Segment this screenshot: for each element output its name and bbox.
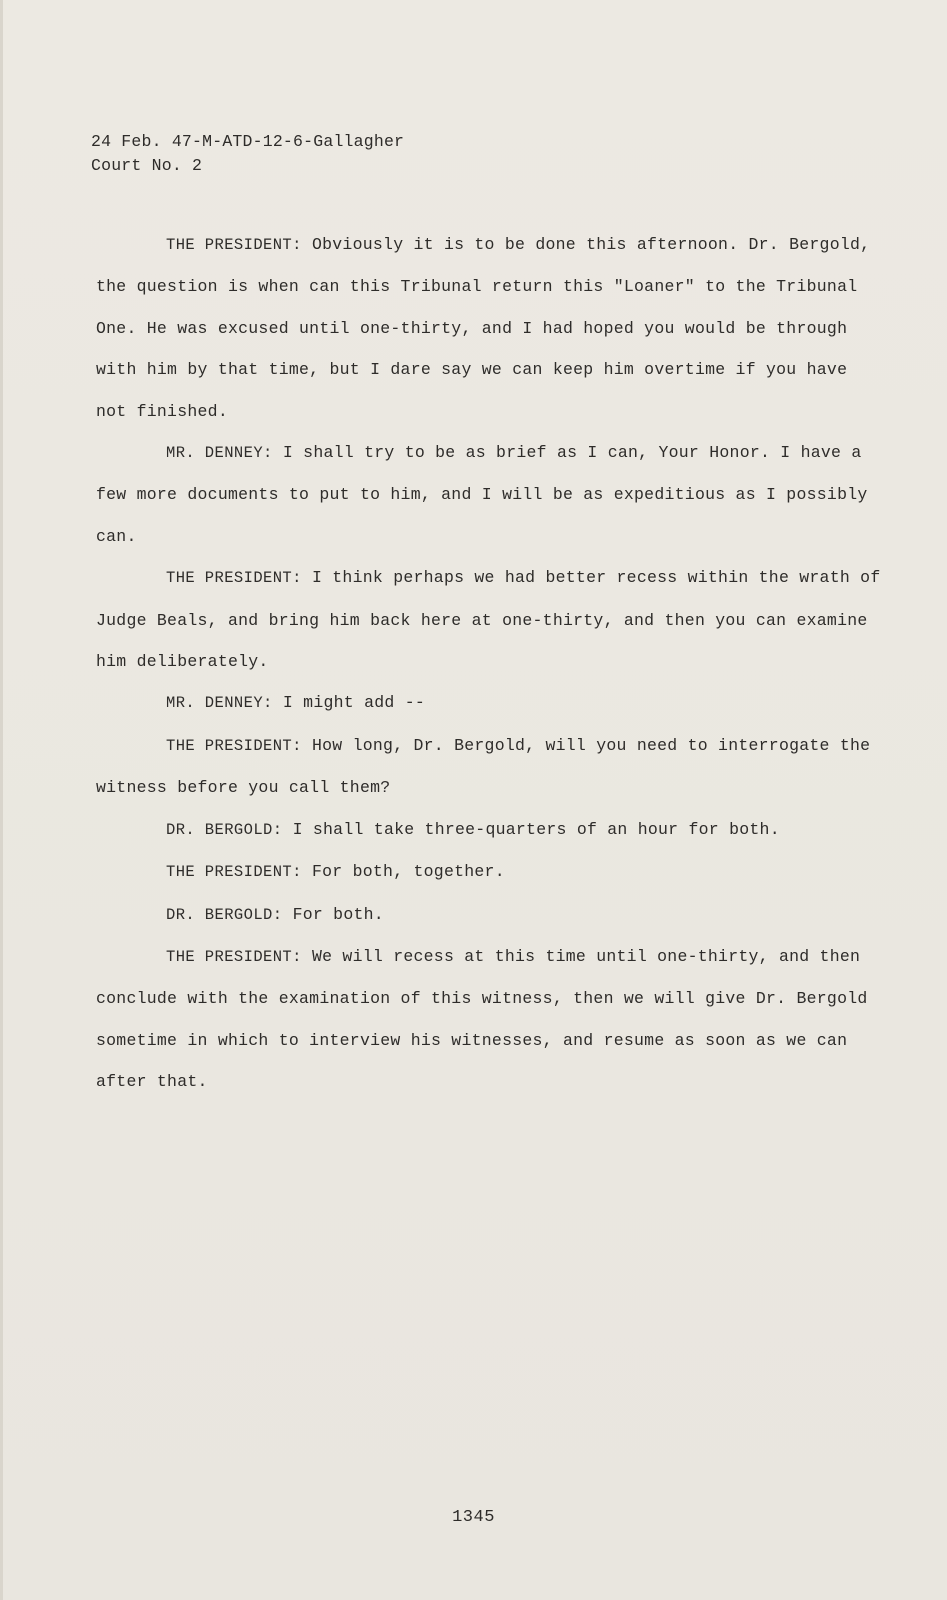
paragraph-text: For both. [282, 904, 384, 924]
header-court: Court No. 2 [91, 156, 203, 175]
paragraph-text: How long, Dr. Bergold, will you need to interrogate the witness before you call them? [96, 735, 871, 798]
speaker-label: DR. BERGOLD: [166, 820, 283, 839]
transcript-body [96, 224, 886, 1103]
page-edge [0, 0, 3, 1600]
transcript-paragraph [96, 936, 886, 1103]
transcript-paragraph [96, 557, 886, 682]
transcript-paragraph [96, 725, 886, 809]
speaker-label: THE PRESIDENT: [166, 863, 302, 882]
page-number: 1345 [452, 1508, 495, 1527]
paragraph-text: We will recess at this time until one-thirty, and then conclude with the examination of this witness, then we will give Dr. Bergold sometime in which to interview his witnesses, and resume as soon as we can after that. [96, 946, 868, 1092]
paragraph-text: I might add -- [272, 693, 425, 713]
speaker-label: THE PRESIDENT: [166, 569, 302, 588]
paragraph-text: I think perhaps we had better recess within the wrath of Judge Beals, and bring him back here at one-thirty, and then you can examine him deliberately. [96, 568, 881, 672]
speaker-label: THE PRESIDENT: [166, 236, 302, 254]
header-reference: 24 Feb. 47-M-ATD-12-6-Gallagher [91, 132, 405, 151]
transcript-paragraph [96, 894, 886, 936]
paragraph-text: For both, together. [301, 862, 505, 882]
speaker-label: MR. DENNEY: [166, 444, 273, 463]
paragraph-text: I shall take three-quarters of an hour for both. [282, 819, 780, 839]
speaker-label: THE PRESIDENT: [166, 947, 302, 966]
transcript-paragraph [96, 224, 886, 432]
speaker-label: MR. DENNEY: [166, 694, 273, 713]
transcript-paragraph [96, 851, 886, 893]
transcript-paragraph [96, 432, 886, 557]
transcript-paragraph [96, 809, 886, 851]
paragraph-text: I shall try to be as brief as I can, Your Honor. I have a few more documents to put to him, and I will be as expeditious as I possibly can. [96, 443, 868, 546]
transcript-paragraph [96, 682, 886, 724]
speaker-label: THE PRESIDENT: [166, 736, 302, 755]
speaker-label: DR. BERGOLD: [166, 905, 283, 924]
paragraph-text: Obviously it is to be done this afternoon. Dr. Bergold, the question is when can this Tribunal return this "Loaner" to the Tribunal One. He was excused until one-thirty, and I had hoped you would be through with him by that time, but I dare say we can keep him overtime if you have not finished. [96, 235, 871, 421]
document-header [91, 130, 404, 178]
